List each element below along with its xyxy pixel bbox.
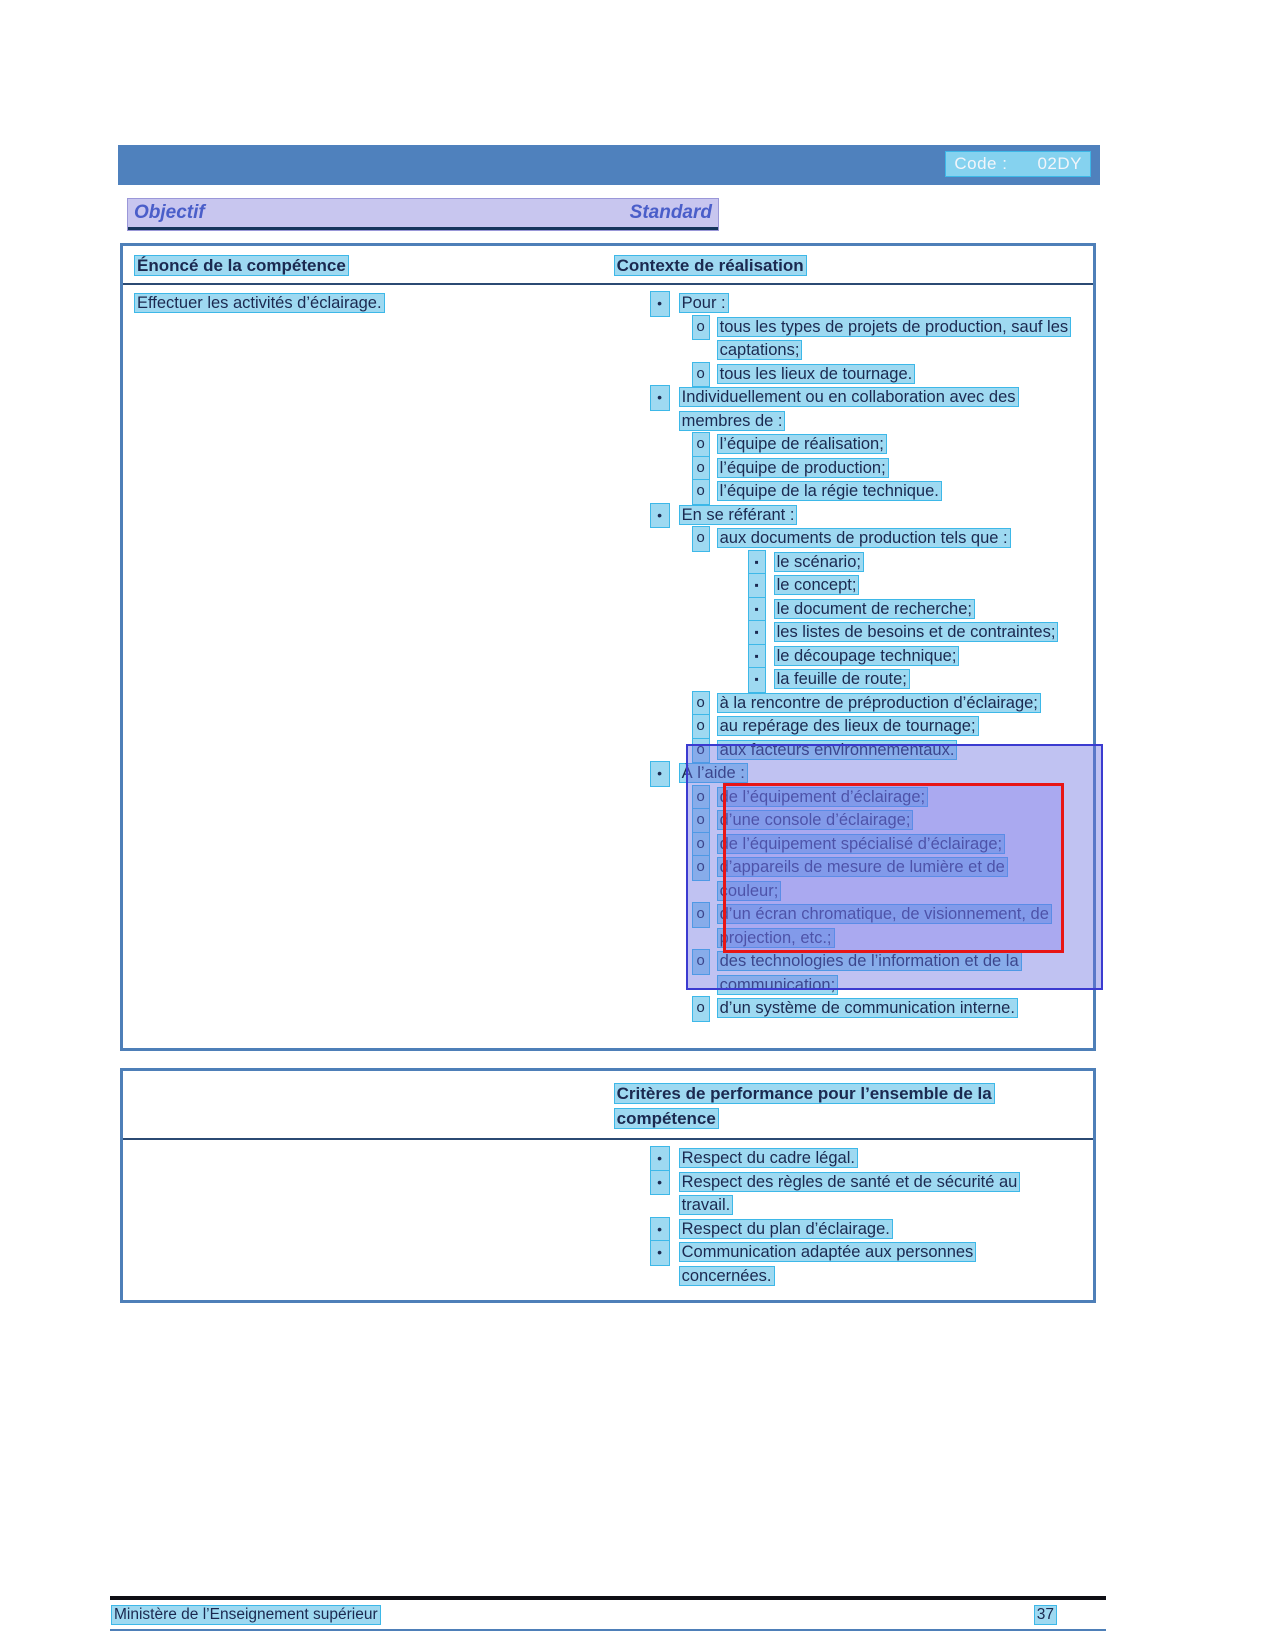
list-item (615, 574, 1069, 598)
criteria-header-cell (615, 1081, 1081, 1131)
list-item-text: aux facteurs environnementaux. (719, 740, 955, 759)
enonce-text: Effectuer les activités d’éclairage. (137, 294, 382, 312)
list-item (615, 762, 1069, 786)
list-item-text: Individuellement ou en collaboration avec des membres de : (681, 388, 1016, 430)
list-item (615, 363, 1069, 387)
list-item-text: de l’équipement d’éclairage; (719, 787, 926, 806)
footer-rule (110, 1596, 1106, 1600)
list-item-text: la feuille de route; (776, 670, 907, 688)
competence-table-body (123, 285, 1093, 1033)
list-item-text: au repérage des lieux de tournage; (719, 717, 976, 735)
list-item (615, 786, 1069, 810)
list-item (615, 950, 1069, 997)
list-item (615, 739, 1069, 763)
criteria-body-empty-cell (135, 1147, 615, 1288)
list-item-text: l’équipe de production; (719, 458, 886, 477)
bullet-icon: o (693, 715, 709, 739)
bullet-icon: o (693, 997, 709, 1021)
list-item (615, 1218, 1069, 1242)
bullet-icon: • (651, 1171, 669, 1195)
criteria-table-header (123, 1071, 1093, 1140)
bullet-icon: o (693, 527, 709, 551)
list-item (615, 504, 1069, 528)
bullet-icon: ▪ (749, 645, 765, 669)
title-row (128, 199, 718, 230)
list-item (615, 809, 1069, 833)
footer-ministry: Ministère de l’Enseignement supérieur (114, 1606, 378, 1623)
criteria-cell (615, 1147, 1081, 1288)
bullet-icon: o (693, 692, 709, 716)
list-item-text: le scénario; (776, 552, 861, 571)
list-item (615, 715, 1069, 739)
competence-table-header (123, 246, 1093, 285)
list-item (615, 645, 1069, 669)
list-item (615, 527, 1069, 551)
criteria-list (615, 1147, 1069, 1288)
bullet-icon: ▪ (749, 574, 765, 598)
list-item-text: Respect des règles de santé et de sécurité au travail. (681, 1172, 1018, 1214)
list-item (615, 1171, 1069, 1218)
context-list (615, 292, 1069, 1021)
title-standard: Standard (629, 202, 712, 223)
header-banner (118, 145, 1100, 185)
criteria-table (120, 1068, 1096, 1303)
enonce-cell (135, 292, 615, 1021)
list-item-text: À l’aide : (681, 764, 745, 782)
list-item (615, 856, 1069, 903)
list-item (615, 903, 1069, 950)
bullet-icon: • (651, 504, 669, 528)
list-item-text: Respect du cadre légal. (681, 1149, 855, 1167)
list-item-text: Pour : (681, 294, 726, 312)
criteria-header: Critères de performance pour l’ensemble de la compétence (616, 1084, 992, 1128)
bullet-icon: o (693, 316, 709, 340)
bullet-icon: o (693, 809, 709, 833)
code-value: 02DY (1037, 154, 1082, 173)
competence-table (120, 243, 1096, 1051)
bullet-icon: o (693, 433, 709, 457)
bullet-icon: o (693, 363, 709, 387)
column-header-contexte: Contexte de réalisation (616, 256, 804, 275)
footer (110, 1604, 1106, 1631)
list-item-text: aux documents de production tels que : (719, 529, 1008, 547)
bullet-icon: o (693, 480, 709, 504)
list-item (615, 692, 1069, 716)
bullet-icon: • (651, 292, 669, 316)
bullet-icon: o (693, 457, 709, 481)
title-objectif: Objectif (134, 202, 205, 223)
list-item (615, 598, 1069, 622)
list-item-text: des technologies de l’information et de la communication; (719, 952, 1019, 994)
bullet-icon: ▪ (749, 598, 765, 622)
code-label: Code : (954, 154, 1008, 173)
list-item (615, 833, 1069, 857)
bullet-icon: o (693, 856, 709, 880)
bullet-icon: o (693, 950, 709, 974)
list-item (615, 551, 1069, 575)
list-item (615, 668, 1069, 692)
list-item (615, 433, 1069, 457)
list-item (615, 386, 1069, 433)
bullet-icon: o (693, 786, 709, 810)
list-item (615, 1241, 1069, 1288)
criteria-header-empty-cell (135, 1081, 615, 1131)
contexte-cell (615, 292, 1081, 1021)
bullet-icon: o (693, 739, 709, 763)
list-item-text: Communication adaptée aux personnes concernées. (681, 1243, 974, 1285)
list-item-text: Respect du plan d’éclairage. (681, 1219, 890, 1238)
list-item-text: les listes de besoins et de contraintes; (776, 623, 1056, 641)
list-item (615, 457, 1069, 481)
column-header-contexte-cell (615, 256, 1081, 276)
list-item (615, 997, 1069, 1021)
list-item-text: d’un écran chromatique, de visionnement, de projection, etc.; (719, 905, 1049, 947)
bullet-icon: • (651, 1147, 669, 1171)
bullet-icon: ▪ (749, 551, 765, 575)
bullet-icon: • (651, 386, 669, 410)
list-item-text: le découpage technique; (776, 646, 957, 665)
list-item-text: l’équipe de la régie technique. (719, 482, 939, 500)
bullet-icon: • (651, 762, 669, 786)
list-item-text: le document de recherche; (776, 599, 972, 618)
list-item (615, 316, 1069, 363)
list-item-text: d’un système de communication interne. (719, 999, 1015, 1017)
footer-page-number: 37 (1036, 1606, 1054, 1623)
list-item-text: l’équipe de réalisation; (719, 435, 884, 453)
list-item-text: à la rencontre de préproduction d’éclairage; (719, 693, 1038, 712)
column-header-enonce-cell (135, 256, 615, 276)
bullet-icon: ▪ (749, 621, 765, 645)
list-item (615, 1147, 1069, 1171)
list-item-text: d’une console d’éclairage; (719, 811, 911, 829)
document-code (946, 152, 1090, 176)
list-item-text: le concept; (776, 576, 857, 594)
list-item-text: tous les lieux de tournage. (719, 364, 913, 383)
bullet-icon: o (693, 903, 709, 927)
bullet-icon: ▪ (749, 668, 765, 692)
bullet-icon: • (651, 1241, 669, 1265)
bullet-icon: • (651, 1218, 669, 1242)
list-item-text: tous les types de projets de production, sauf les captations; (719, 317, 1069, 359)
column-header-enonce: Énoncé de la compétence (137, 256, 346, 275)
list-item-text: de l’équipement spécialisé d’éclairage; (719, 834, 1003, 853)
list-item (615, 480, 1069, 504)
criteria-table-body (123, 1140, 1093, 1300)
list-item-text: d’appareils de mesure de lumière et de couleur; (719, 858, 1005, 900)
list-item (615, 621, 1069, 645)
list-item-text: En se référant : (681, 505, 795, 524)
list-item (615, 292, 1069, 316)
bullet-icon: o (693, 833, 709, 857)
